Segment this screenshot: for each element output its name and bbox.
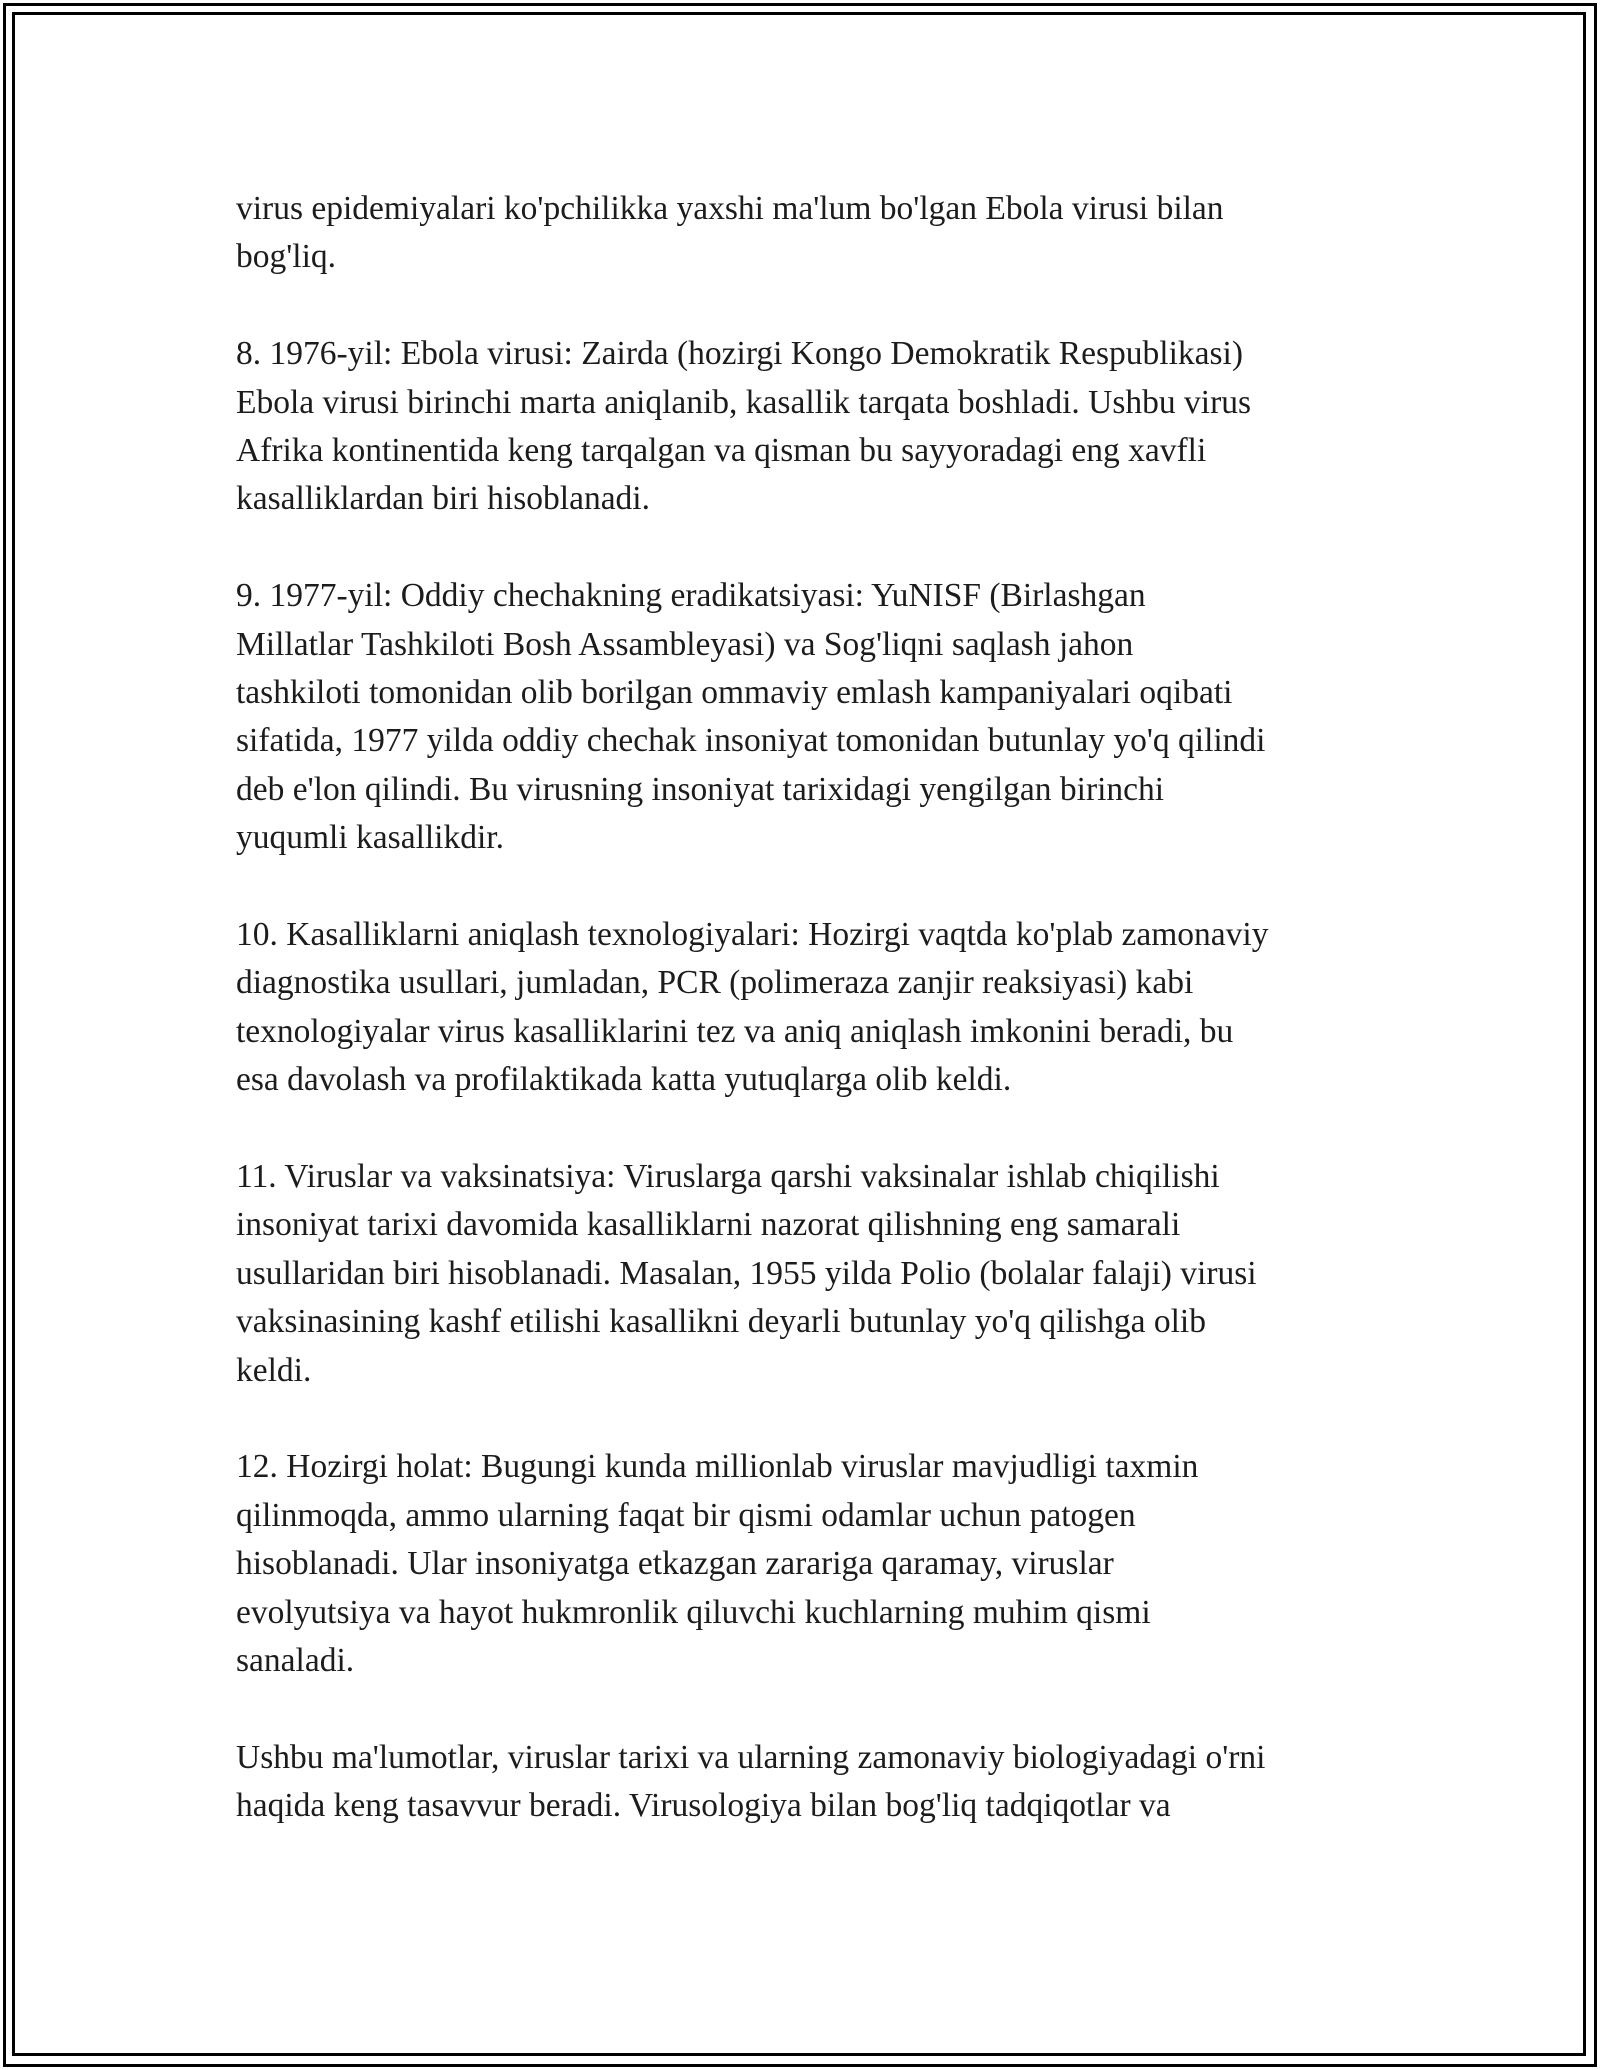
paragraph-continuation: virus epidemiyalari ko'pchilikka yaxshi ma'lum bo'lgan Ebola virusi bilan bog'liq. <box>236 190 1224 276</box>
document-body <box>236 185 1386 1831</box>
paragraph-item-11: 11. Viruslar va vaksinatsiya: Viruslarga qarshi vaksinalar ishlab chiqilishi insoniyat tarixi davomida kasalliklarni nazorat qilishning eng samarali usullaridan biri hisoblanadi. Masalan, 1955 yilda Polio (bolalar falaji) virusi vaksinasining kashf etilishi kasallikni deyarli butunlay yo'q qilishga olib keldi. <box>236 1158 1257 1389</box>
paragraph-item-9: 9. 1977-yil: Oddiy chechakning eradikatsiyasi: YuNISF (Birlashgan Millatlar Tashkiloti Bosh Assambleyasi) va Sog'liqni saqlash jahon tashkiloti tomonidan olib borilgan ommaviy emlash kampaniyalari oqibati sifatida, 1977 yilda oddiy chechak insoniyat tomonidan butunlay yo'q qilindi deb e'lon qilindi. Bu virusning insoniyat tarixidagi yengilgan birinchi yuqumli kasallikdir. <box>236 577 1266 857</box>
paragraph-conclusion: Ushbu ma'lumotlar, viruslar tarixi va ularning zamonaviy biologiyadagi o'rni haqida keng tasavvur beradi. Virusologiya bilan bog'liq tadqiqotlar va <box>236 1738 1266 1825</box>
paragraph-item-10: 10. Kasalliklarni aniqlash texnologiyalari: Hozirgi vaqtda ko'plab zamonaviy diagnostika usullari, jumladan, PCR (polimeraza zanjir reaksiyasi) kabi texnologiyalar virus kasalliklarini tez va aniq aniqlash imkonini beradi, bu esa davolash va profilaktikada katta yutuqlarga olib keldi. <box>236 916 1269 1099</box>
paragraph-item-12: 12. Hozirgi holat: Bugungi kunda millionlab viruslar mavjudligi taxmin qilinmoqda, ammo ularning faqat bir qismi odamlar uchun patogen hisoblanadi. Ular insoniyatga etkazgan zarariga qaramay, viruslar evolyutsiya va hayot hukmronlik qiluvchi kuchlarning muhim qismi sanaladi. <box>236 1448 1199 1680</box>
paragraph-item-8: 8. 1976-yil: Ebola virusi: Zairda (hozirgi Kongo Demokratik Respublikasi) Ebola virusi birinchi marta aniqlanib, kasallik tarqata boshladi. Ushbu virus Afrika kontinentida keng tarqalgan va qisman bu sayyoradagi eng xavfli kasalliklardan biri hisoblanadi. <box>236 335 1252 518</box>
